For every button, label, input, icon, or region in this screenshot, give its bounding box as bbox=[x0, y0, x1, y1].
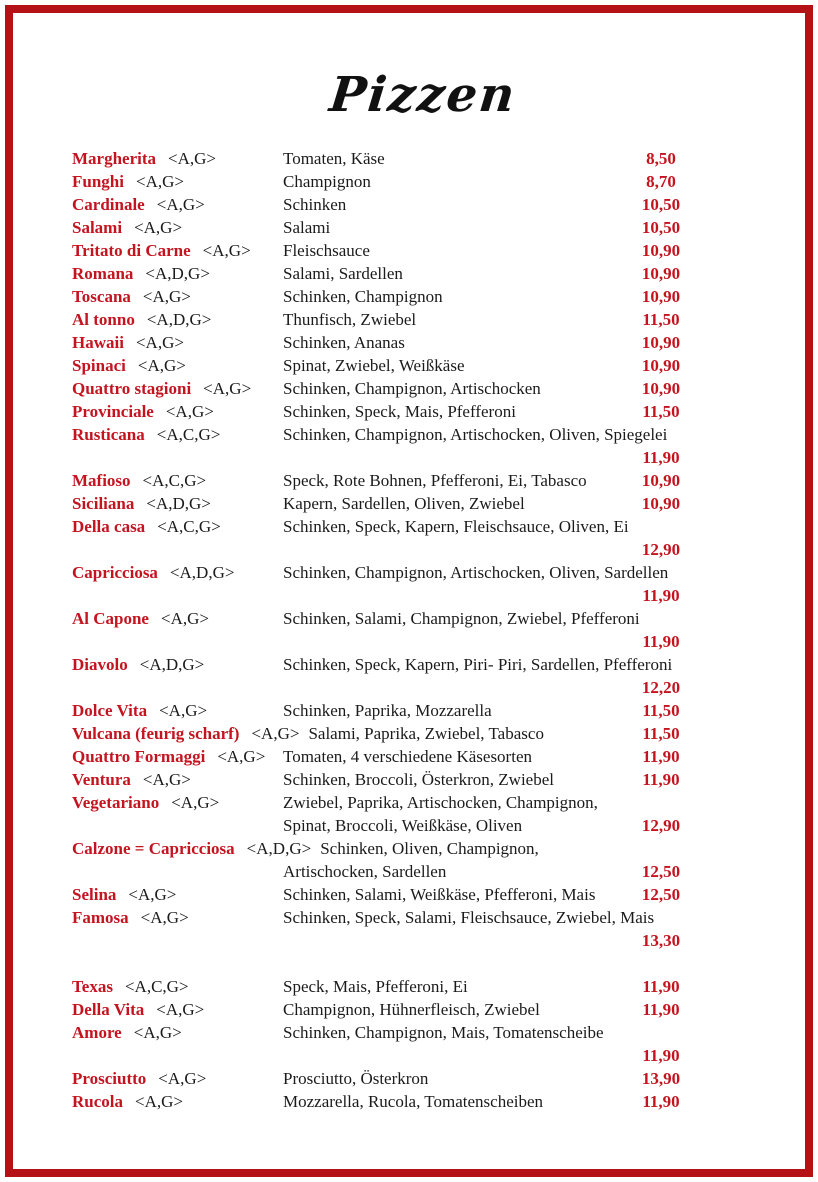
menu-row bbox=[13, 1044, 805, 1067]
item-description: Schinken bbox=[283, 195, 347, 214]
item-allergens: <A,D,G> bbox=[146, 494, 211, 513]
item-allergens: <A,C,G> bbox=[142, 471, 207, 490]
menu-row bbox=[13, 331, 805, 354]
item-description: Thunfisch, Zwiebel bbox=[283, 310, 417, 329]
menu-row bbox=[13, 1067, 805, 1090]
item-allergens: <A,D,G> bbox=[246, 839, 312, 858]
item-label-cell bbox=[72, 745, 283, 768]
menu-row bbox=[13, 676, 805, 699]
item-price: 12,90 bbox=[641, 540, 681, 559]
section-gap bbox=[13, 952, 805, 975]
item-label-cell bbox=[72, 469, 283, 492]
menu-row bbox=[13, 561, 805, 584]
item-allergens: <A,G> bbox=[160, 609, 209, 628]
menu-row bbox=[13, 630, 805, 653]
item-name: Toscana bbox=[72, 287, 131, 306]
menu-row bbox=[13, 1021, 805, 1044]
item-description: Kapern, Sardellen, Oliven, Zwiebel bbox=[283, 494, 525, 513]
item-description: Artischocken, Sardellen bbox=[283, 862, 447, 881]
item-allergens: <A,G> bbox=[165, 402, 214, 421]
item-name: Rusticana bbox=[72, 425, 145, 444]
item-description: Schinken, Broccoli, Österkron, Zwiebel bbox=[283, 770, 554, 789]
menu-row bbox=[13, 446, 805, 469]
item-allergens: <A,G> bbox=[128, 885, 177, 904]
item-price: 11,90 bbox=[642, 977, 680, 996]
item-label-cell bbox=[72, 1090, 283, 1113]
item-label-cell bbox=[72, 193, 283, 216]
item-label-cell bbox=[72, 768, 283, 791]
item-allergens: <A,D,G> bbox=[146, 310, 212, 329]
item-allergens: <A,G> bbox=[217, 747, 266, 766]
item-allergens: <A,G> bbox=[142, 770, 191, 789]
item-description: Schinken, Champignon, Artischocken, Oliven, Sardellen bbox=[283, 563, 669, 582]
item-name: Texas bbox=[72, 977, 113, 996]
item-name: Quattro Formaggi bbox=[72, 747, 206, 766]
item-name: Vulcana (feurig scharf) bbox=[72, 724, 240, 743]
item-price: 11,90 bbox=[642, 1046, 680, 1065]
item-label-cell bbox=[72, 699, 283, 722]
item-name: Margherita bbox=[72, 149, 157, 168]
item-name: Provinciale bbox=[72, 402, 154, 421]
item-allergens: <A,G> bbox=[251, 724, 300, 743]
menu-row bbox=[13, 239, 805, 262]
item-description: Schinken, Champignon, Artischocken bbox=[283, 379, 541, 398]
menu-row bbox=[13, 1090, 805, 1113]
menu-row bbox=[13, 814, 805, 837]
item-name: Della Vita bbox=[72, 1000, 145, 1019]
item-name: Selina bbox=[72, 885, 117, 904]
item-name: Al tonno bbox=[72, 310, 135, 329]
item-price: 11,90 bbox=[642, 448, 680, 467]
item-label-cell bbox=[72, 837, 311, 860]
item-name: Cardinale bbox=[72, 195, 145, 214]
item-price: 11,90 bbox=[642, 632, 680, 651]
item-price: 12,90 bbox=[641, 816, 681, 835]
item-description: Prosciutto, Österkron bbox=[283, 1069, 429, 1088]
item-name: Capricciosa bbox=[72, 563, 158, 582]
item-label-cell bbox=[72, 354, 283, 377]
item-allergens: <A,G> bbox=[135, 172, 184, 191]
item-price: 13,30 bbox=[641, 931, 681, 950]
menu-row bbox=[13, 469, 805, 492]
item-name: Amore bbox=[72, 1023, 122, 1042]
item-description: Mozzarella, Rucola, Tomatenscheiben bbox=[283, 1092, 544, 1111]
item-price: 12,20 bbox=[641, 678, 681, 697]
menu-row bbox=[13, 492, 805, 515]
menu-row bbox=[13, 883, 805, 906]
item-label-cell bbox=[72, 400, 283, 423]
item-label-cell bbox=[72, 1021, 283, 1044]
item-allergens: <A,G> bbox=[134, 218, 183, 237]
item-description: Schinken, Speck, Kapern, Piri- Piri, Sardellen, Pfefferoni bbox=[283, 655, 673, 674]
item-name: Tritato di Carne bbox=[72, 241, 191, 260]
item-price: 10,90 bbox=[641, 379, 681, 398]
item-allergens: <A,G> bbox=[133, 1023, 182, 1042]
item-description: Spinat, Zwiebel, Weißkäse bbox=[283, 356, 465, 375]
item-allergens: <A,G> bbox=[135, 1092, 183, 1111]
item-description: Schinken, Speck, Mais, Pfefferoni bbox=[283, 402, 516, 421]
item-name: Calzone = Capricciosa bbox=[72, 839, 235, 858]
item-name: Famosa bbox=[72, 908, 129, 927]
item-allergens: <A,G> bbox=[137, 356, 186, 375]
item-price: 11,50 bbox=[642, 402, 680, 421]
item-label-cell bbox=[72, 1067, 283, 1090]
item-label-cell bbox=[72, 147, 283, 170]
item-label-cell bbox=[72, 561, 283, 584]
item-label-cell bbox=[72, 653, 283, 676]
menu-row bbox=[13, 653, 805, 676]
item-price: 11,90 bbox=[642, 1092, 680, 1111]
item-price: 10,90 bbox=[641, 241, 681, 260]
page-border bbox=[5, 5, 813, 1177]
menu-row bbox=[13, 193, 805, 216]
menu-row bbox=[13, 147, 805, 170]
menu-row bbox=[13, 377, 805, 400]
menu-row bbox=[13, 607, 805, 630]
item-description: Schinken, Speck, Salami, Fleischsauce, Zwiebel, Mais bbox=[283, 908, 655, 927]
item-name: Della casa bbox=[72, 517, 146, 536]
item-label-cell bbox=[72, 377, 283, 400]
item-allergens: <A,D,G> bbox=[145, 264, 210, 283]
item-price: 10,50 bbox=[641, 195, 681, 214]
item-label-cell bbox=[72, 331, 283, 354]
item-price: 12,50 bbox=[641, 862, 681, 881]
item-name: Romana bbox=[72, 264, 134, 283]
item-label-cell bbox=[72, 975, 283, 998]
item-label-cell bbox=[72, 262, 283, 285]
item-label-cell bbox=[72, 883, 283, 906]
menu-row bbox=[13, 837, 805, 860]
item-label-cell bbox=[72, 492, 283, 515]
menu-row bbox=[13, 170, 805, 193]
item-label-cell bbox=[72, 216, 283, 239]
menu-row bbox=[13, 538, 805, 561]
item-description: Schinken, Champignon, Artischocken, Oliven, Spiegelei bbox=[283, 425, 668, 444]
menu-row bbox=[13, 745, 805, 768]
item-description: Salami, Sardellen bbox=[283, 264, 403, 283]
item-price: 10,90 bbox=[641, 333, 681, 352]
menu-row bbox=[13, 515, 805, 538]
item-name: Rucola bbox=[72, 1092, 123, 1111]
item-name: Al Capone bbox=[72, 609, 149, 628]
item-allergens: <A,G> bbox=[156, 1000, 205, 1019]
item-name: Funghi bbox=[72, 172, 124, 191]
item-price: 11,90 bbox=[642, 770, 680, 789]
menu-row bbox=[13, 768, 805, 791]
item-name: Hawaii bbox=[72, 333, 124, 352]
item-name: Dolce Vita bbox=[72, 701, 148, 720]
item-price: 11,90 bbox=[642, 1000, 680, 1019]
menu-row bbox=[13, 354, 805, 377]
item-description: Schinken, Speck, Kapern, Fleischsauce, Oliven, Ei bbox=[283, 517, 629, 536]
item-allergens: <A,G> bbox=[202, 241, 251, 260]
item-label-cell bbox=[72, 515, 283, 538]
item-label-cell bbox=[72, 607, 283, 630]
item-description: Salami, Paprika, Zwiebel, Tabasco bbox=[308, 724, 544, 743]
item-price: 10,90 bbox=[641, 494, 681, 513]
item-allergens: <A,G> bbox=[135, 333, 184, 352]
item-description: Speck, Mais, Pfefferoni, Ei bbox=[283, 977, 468, 996]
item-price: 11,50 bbox=[642, 724, 680, 743]
item-allergens: <A,G> bbox=[156, 195, 205, 214]
item-price: 11,50 bbox=[642, 310, 680, 329]
item-name: Spinaci bbox=[72, 356, 126, 375]
menu-row bbox=[13, 423, 805, 446]
item-price: 11,90 bbox=[642, 586, 680, 605]
menu-row bbox=[13, 929, 805, 952]
item-description: Schinken, Paprika, Mozzarella bbox=[283, 701, 492, 720]
item-name: Siciliana bbox=[72, 494, 135, 513]
menu-row bbox=[13, 285, 805, 308]
item-price: 10,90 bbox=[641, 471, 681, 490]
item-allergens: <A,C,G> bbox=[124, 977, 189, 996]
menu-row bbox=[13, 791, 805, 814]
item-label-cell bbox=[72, 722, 299, 745]
item-price: 8,50 bbox=[646, 149, 676, 168]
item-description: Champignon, Hühnerfleisch, Zwiebel bbox=[283, 1000, 540, 1019]
item-description: Fleischsauce bbox=[283, 241, 370, 260]
item-price: 10,50 bbox=[641, 218, 681, 237]
item-description: Zwiebel, Paprika, Artischocken, Champignon, bbox=[283, 793, 598, 812]
item-allergens: <A,G> bbox=[203, 379, 252, 398]
item-description: Schinken, Oliven, Champignon, bbox=[320, 839, 539, 858]
item-description: Schinken, Champignon bbox=[283, 287, 443, 306]
item-price: 10,90 bbox=[641, 287, 681, 306]
item-allergens: <A,G> bbox=[159, 701, 208, 720]
item-name: Ventura bbox=[72, 770, 131, 789]
item-label-cell bbox=[72, 791, 283, 814]
item-allergens: <A,D,G> bbox=[169, 563, 235, 582]
menu-row bbox=[13, 975, 805, 998]
menu-row bbox=[13, 699, 805, 722]
item-name: Mafioso bbox=[72, 471, 131, 490]
menu-row bbox=[13, 860, 805, 883]
item-description: Schinken, Salami, Champignon, Zwiebel, Pfefferoni bbox=[283, 609, 640, 628]
item-allergens: <A,C,G> bbox=[157, 517, 221, 536]
item-name: Quattro stagioni bbox=[72, 379, 192, 398]
item-label-cell bbox=[72, 239, 283, 262]
item-allergens: <A,C,G> bbox=[156, 425, 221, 444]
menu-row bbox=[13, 906, 805, 929]
menu-row bbox=[13, 584, 805, 607]
item-allergens: <A,G> bbox=[171, 793, 220, 812]
item-name: Prosciutto bbox=[72, 1069, 147, 1088]
item-price: 12,50 bbox=[641, 885, 681, 904]
item-price: 10,90 bbox=[641, 356, 681, 375]
item-label-cell bbox=[72, 285, 283, 308]
menu-title: Pizzen bbox=[326, 67, 520, 123]
item-price: 11,50 bbox=[642, 701, 680, 720]
item-description: Tomaten, 4 verschiedene Käsesorten bbox=[283, 747, 532, 766]
item-price: 11,90 bbox=[642, 747, 680, 766]
menu-row bbox=[13, 308, 805, 331]
item-description: Spinat, Broccoli, Weißkäse, Oliven bbox=[283, 816, 523, 835]
item-name: Diavolo bbox=[72, 655, 128, 674]
item-label-cell bbox=[72, 906, 283, 929]
item-name: Salami bbox=[72, 218, 123, 237]
item-allergens: <A,G> bbox=[142, 287, 191, 306]
menu-row bbox=[13, 998, 805, 1021]
item-price: 13,90 bbox=[641, 1069, 681, 1088]
menu-row bbox=[13, 216, 805, 239]
item-description: Tomaten, Käse bbox=[283, 149, 385, 168]
item-allergens: <A,D,G> bbox=[139, 655, 205, 674]
item-description: Schinken, Champignon, Mais, Tomatenscheibe bbox=[283, 1023, 604, 1042]
item-name: Vegetariano bbox=[72, 793, 160, 812]
item-description: Speck, Rote Bohnen, Pfefferoni, Ei, Tabasco bbox=[283, 471, 587, 490]
item-label-cell bbox=[72, 423, 283, 446]
item-description: Champignon bbox=[283, 172, 371, 191]
item-price: 10,90 bbox=[641, 264, 681, 283]
item-description: Salami bbox=[283, 218, 331, 237]
item-label-cell bbox=[72, 998, 283, 1021]
item-label-cell bbox=[72, 308, 283, 331]
item-description: Schinken, Salami, Weißkäse, Pfefferoni, Mais bbox=[283, 885, 596, 904]
item-label-cell bbox=[72, 170, 283, 193]
item-description: Schinken, Ananas bbox=[283, 333, 405, 352]
menu-row bbox=[13, 400, 805, 423]
menu-row bbox=[13, 262, 805, 285]
item-allergens: <A,G> bbox=[158, 1069, 207, 1088]
menu-list bbox=[13, 147, 805, 1113]
menu-row bbox=[13, 722, 805, 745]
item-allergens: <A,G> bbox=[168, 149, 217, 168]
item-price: 8,70 bbox=[646, 172, 676, 191]
item-allergens: <A,G> bbox=[140, 908, 189, 927]
